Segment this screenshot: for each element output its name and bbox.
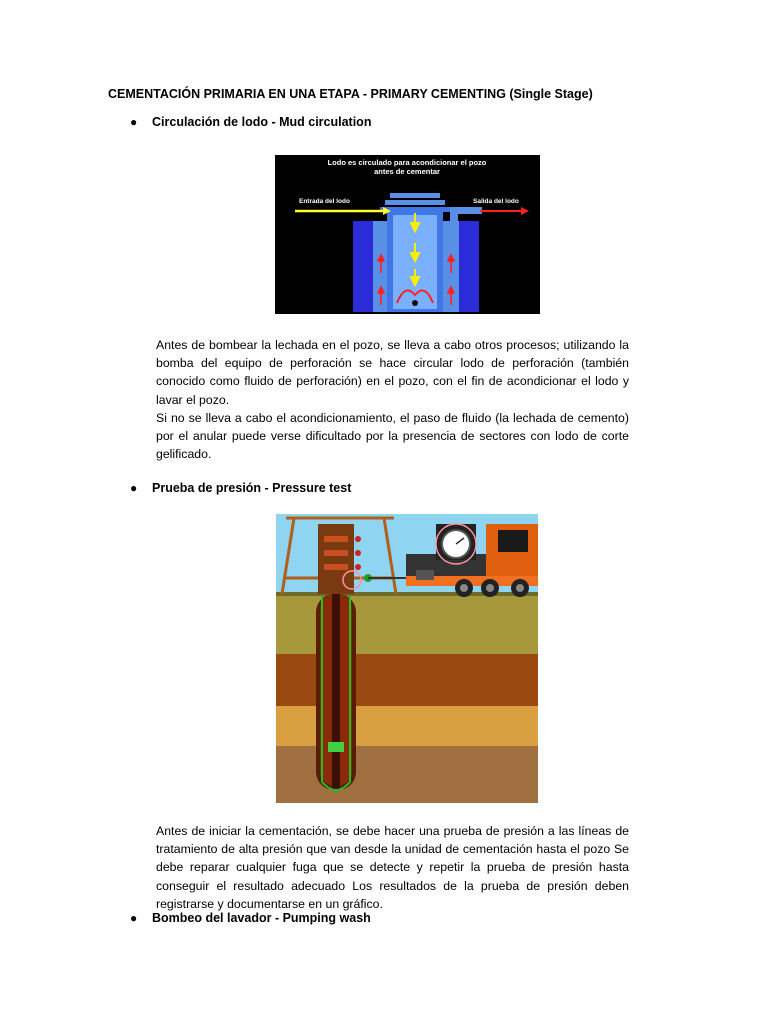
pressure-test-illustration [276, 514, 538, 803]
paragraph: Antes de bombear la lechada en el pozo, se lleva a cabo otros procesos; utilizando la bomba del equipo de perforación se hace circular lodo de perforación (también conocido como fluido de perforación) en el pozo, con el fin de acondicionar el lodo y lavar el pozo. [156, 338, 629, 407]
bullet-dot-icon: ● [130, 911, 138, 925]
bullet-label: Bombeo del lavador - Pumping wash [152, 911, 371, 925]
bullet-label: Circulación de lodo - Mud circulation [152, 115, 372, 129]
bullet-pumping-wash [130, 911, 371, 925]
mud-circulation-text [156, 336, 629, 463]
page-title: CEMENTACIÓN PRIMARIA EN UNA ETAPA - PRIMARY CEMENTING (Single Stage) [108, 87, 593, 101]
bullet-dot-icon: ● [130, 481, 138, 495]
paragraph: Si no se lleva a cabo el acondicionamiento, el paso de fluido (la lechada de cemento) por el anular puede verse dificultado por la presencia de sectores con lodo de corte gelificado. [156, 410, 629, 462]
bullet-pressure-test [130, 481, 351, 495]
diagram-outlet-label: Salida del lodo [473, 198, 519, 205]
pressure-test-text [156, 822, 629, 913]
diagram-caption-2: antes de cementar [374, 167, 440, 176]
paragraph: Antes de iniciar la cementación, se debe hacer una prueba de presión a las líneas de tratamiento de alta presión que van desde la unidad de cementación hasta el pozo Se debe reparar cualquier fuga que se detecte y repetir la prueba de presión hasta conseguir el resultado adecuado Los resultados de la prueba de presión deben registrarse y documentarse en un gráfico. [156, 824, 629, 911]
bullet-dot-icon: ● [130, 115, 138, 129]
diagram-caption-1: Lodo es circulado para acondicionar el pozo [327, 158, 487, 167]
bullet-mud-circulation [130, 115, 371, 129]
diagram-inlet-label: Entrada del lodo [299, 198, 350, 205]
bullet-label: Prueba de presión - Pressure test [152, 481, 352, 495]
mud-circulation-diagram [275, 155, 540, 314]
